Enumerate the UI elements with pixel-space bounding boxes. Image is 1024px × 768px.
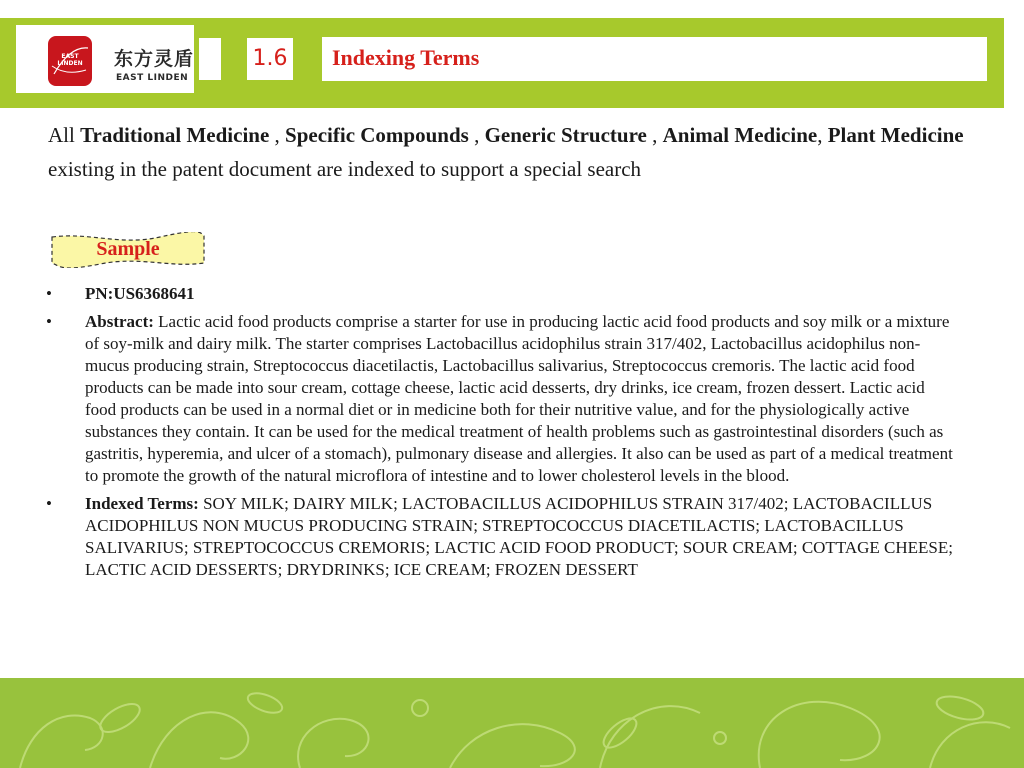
list-item-abstract bbox=[44, 311, 954, 487]
intro-sep: , bbox=[468, 123, 485, 147]
intro-sep: , bbox=[269, 123, 286, 147]
logo-seal-line2: LINDEN bbox=[57, 60, 83, 67]
intro-term-traditional-medicine: Traditional Medicine bbox=[80, 123, 270, 147]
patent-number: PN:US6368641 bbox=[85, 284, 195, 303]
bullet: • bbox=[46, 312, 52, 331]
intro-sep: , bbox=[817, 123, 828, 147]
abstract-label: Abstract: bbox=[85, 312, 154, 331]
intro-paragraph bbox=[48, 118, 983, 186]
logo-chinese-name: 东方灵盾 bbox=[114, 48, 195, 70]
intro-rest: existing in the patent document are indexed to support a special search bbox=[48, 157, 642, 181]
indexed-terms-label: Indexed Terms: bbox=[85, 494, 199, 513]
page-title: Indexing Terms bbox=[332, 45, 480, 70]
footer-floral-pattern bbox=[0, 678, 1024, 768]
intro-term-plant-medicine: Plant Medicine bbox=[827, 123, 964, 147]
intro-term-specific-compounds: Specific Compounds bbox=[285, 123, 469, 147]
footer-band bbox=[0, 678, 1024, 768]
intro-term-generic-structure: Generic Structure bbox=[484, 123, 647, 147]
intro-term-animal-medicine: Animal Medicine bbox=[662, 123, 818, 147]
intro-lead: All bbox=[48, 123, 81, 147]
intro-sep: , bbox=[646, 123, 663, 147]
abstract-text: Lactic acid food products comprise a starter for use in producing lactic acid food products and soy milk or a mixture of soy-milk and dairy milk. The starter comprises Lactobacillus acidophilus strain 317/402, Lactobacillus acidophilus non-mucus producing strain, Streptococcus diacetilactis, Lactobacillus salivarius, Streptococcus cremoris. The lactic acid food products can be made into sour cream, cottage cheese, lactic acid desserts, dry drinks, ice cream, frozen dessert. Lactic acid food products can be used in a normal diet or in medicine both for their nutritive value, and for the physiologically active substances they contain. It can be used for the medical treatment of health problems such as gastrointestinal disorders (such as gastritis, hyperemia, and ulcer of a stomach), pulmonary disease and allergies. It also can be used as part of a medical treatment to promote the growth of the natural microflora of intestine and to lower cholesterol levels in the blood. bbox=[85, 312, 953, 485]
sample-tag bbox=[50, 232, 206, 268]
logo bbox=[16, 25, 194, 93]
title-box bbox=[322, 37, 987, 81]
list-item-pn bbox=[44, 283, 954, 305]
bullet: • bbox=[46, 494, 52, 513]
section-number: 1.6 bbox=[252, 46, 288, 71]
header-band bbox=[0, 18, 1004, 108]
logo-seal-icon bbox=[48, 36, 92, 86]
sample-label: Sample bbox=[96, 238, 160, 260]
bullet: • bbox=[46, 284, 52, 303]
logo-seal-line1: EAST bbox=[61, 53, 79, 60]
logo-english-name: EAST LINDEN bbox=[116, 73, 189, 83]
section-number-box bbox=[247, 38, 293, 80]
header-decor-square bbox=[199, 38, 221, 80]
list-item-indexed-terms bbox=[44, 493, 954, 581]
indexed-terms-text: SOY MILK; DAIRY MILK; LACTOBACILLUS ACIDOPHILUS STRAIN 317/402; LACTOBACILLUS ACIDOPHILUS NON MUCUS PRODUCING STRAIN; STREPTOCOCCUS DIACETILACTIS; LACTOBACILLUS SALIVARIUS; STREPTOCOCCUS CREMORIS; LACTIC ACID FOOD PRODUCT; SOUR CREAM; COTTAGE CHEESE; LACTIC ACID DESSERTS; DRYDRINKS; ICE CREAM; FROZEN DESSERT bbox=[85, 494, 953, 579]
patent-detail-list bbox=[44, 283, 954, 587]
